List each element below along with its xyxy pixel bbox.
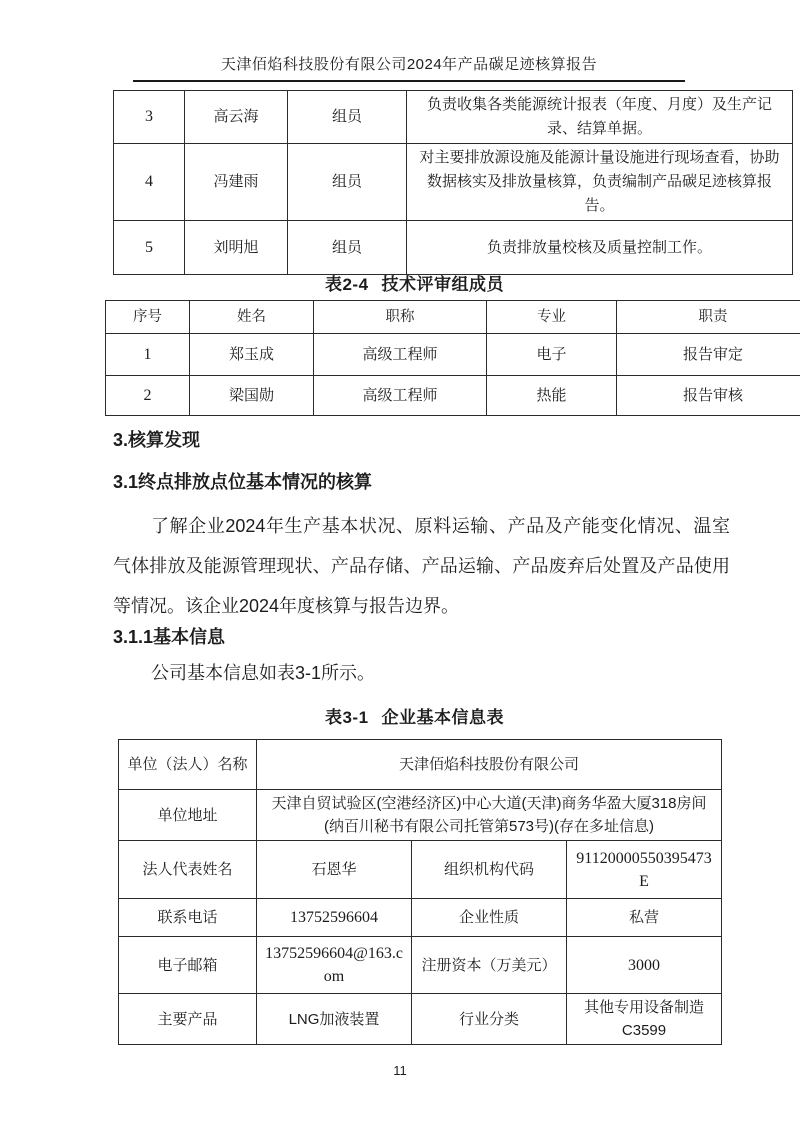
paragraph-overview: 了解企业2024年生产基本状况、原料运输、产品及产能变化情况、温室气体排放及能源管理现状、产品存储、产品运输、产品废弃后处置及产品使用等情况。该企业2024年度核算与报告边界。 [113, 516, 730, 616]
table-row [119, 899, 722, 937]
section-heading-findings: 3.核算发现 [113, 430, 201, 450]
team-duty: 负责排放量校核及质量控制工作。 [407, 221, 793, 275]
review-table-caption-text: 技术评审组成员 [381, 275, 505, 294]
review-major: 热能 [487, 376, 617, 416]
company-label: 主要产品 [119, 994, 257, 1045]
team-name: 刘明旭 [185, 221, 288, 275]
company-value: 91120000550395473E [567, 841, 722, 899]
table-row [114, 91, 793, 144]
team-no: 4 [114, 144, 185, 221]
review-name: 郑玉成 [190, 334, 314, 376]
company-label: 单位（法人）名称 [119, 740, 257, 790]
review-header-major: 专业 [487, 301, 617, 334]
doc-header [133, 53, 685, 82]
team-role: 组员 [288, 91, 407, 144]
review-title: 高级工程师 [314, 376, 487, 416]
table-row [119, 740, 722, 790]
company-label: 组织机构代码 [412, 841, 567, 899]
company-info-table [118, 739, 722, 1045]
table-row [114, 144, 793, 221]
table-row [119, 841, 722, 899]
company-value: 天津自贸试验区(空港经济区)中心大道(天津)商务华盈大厦318房间(纳百川秘书有限公司托管第573号)(存在多址信息) [257, 790, 722, 841]
company-label: 电子邮箱 [119, 937, 257, 994]
review-header-name: 姓名 [190, 301, 314, 334]
company-table-caption-text: 企业基本信息表 [381, 708, 505, 727]
company-label: 法人代表姓名 [119, 841, 257, 899]
section-heading-basic-info: 3.1.1基本信息 [113, 627, 226, 647]
table-row [119, 994, 722, 1045]
team-no: 3 [114, 91, 185, 144]
table-row [119, 790, 722, 841]
company-label: 单位地址 [119, 790, 257, 841]
company-value: 13752596604 [257, 899, 412, 937]
table-row [119, 937, 722, 994]
technical-review-table [105, 300, 800, 416]
company-value: 3000 [567, 937, 722, 994]
review-duty: 报告审核 [617, 376, 800, 416]
table-row [114, 221, 793, 275]
verification-team-table [113, 90, 793, 275]
company-table-caption-number: 表3-1 [324, 708, 369, 727]
company-label: 行业分类 [412, 994, 567, 1045]
review-table-caption-number: 表2-4 [324, 275, 369, 294]
review-table-caption [105, 270, 724, 295]
team-duty: 对主要排放源设施及能源计量设施进行现场查看，协助数据核实及排放量核算，负责编制产品碳足迹核算报告。 [407, 144, 793, 221]
section-heading-endpoint: 3.1终点排放点位基本情况的核算 [113, 472, 373, 492]
company-value: 石恩华 [257, 841, 412, 899]
team-role: 组员 [288, 144, 407, 221]
table-header-row [106, 301, 800, 334]
review-header-duty: 职责 [617, 301, 800, 334]
company-value: 其他专用设备制造C3599 [567, 994, 722, 1045]
review-name: 梁国勋 [190, 376, 314, 416]
review-duty: 报告审定 [617, 334, 800, 376]
page-number: 11 [393, 1063, 407, 1078]
review-title: 高级工程师 [314, 334, 487, 376]
company-value: 13752596604@163.com [257, 937, 412, 994]
team-role: 组员 [288, 221, 407, 275]
company-value: 天津佰焰科技股份有限公司 [257, 740, 722, 790]
review-major: 电子 [487, 334, 617, 376]
review-header-no: 序号 [106, 301, 190, 334]
review-no: 2 [106, 376, 190, 416]
team-no: 5 [114, 221, 185, 275]
company-value: LNG加液装置 [257, 994, 412, 1045]
team-duty: 负责收集各类能源统计报表（年度、月度）及生产记录、结算单据。 [407, 91, 793, 144]
company-table-caption [105, 703, 724, 728]
team-name: 冯建雨 [185, 144, 288, 221]
team-name: 高云海 [185, 91, 288, 144]
review-no: 1 [106, 334, 190, 376]
table-row [106, 334, 800, 376]
company-label: 注册资本（万美元） [412, 937, 567, 994]
company-label: 联系电话 [119, 899, 257, 937]
doc-header-title: 天津佰焰科技股份有限公司2024年产品碳足迹核算报告 [220, 56, 598, 73]
table-row [106, 376, 800, 416]
paragraph-table-reference: 公司基本信息如表3-1所示。 [151, 663, 376, 683]
company-label: 企业性质 [412, 899, 567, 937]
company-value: 私营 [567, 899, 722, 937]
review-header-title: 职称 [314, 301, 487, 334]
